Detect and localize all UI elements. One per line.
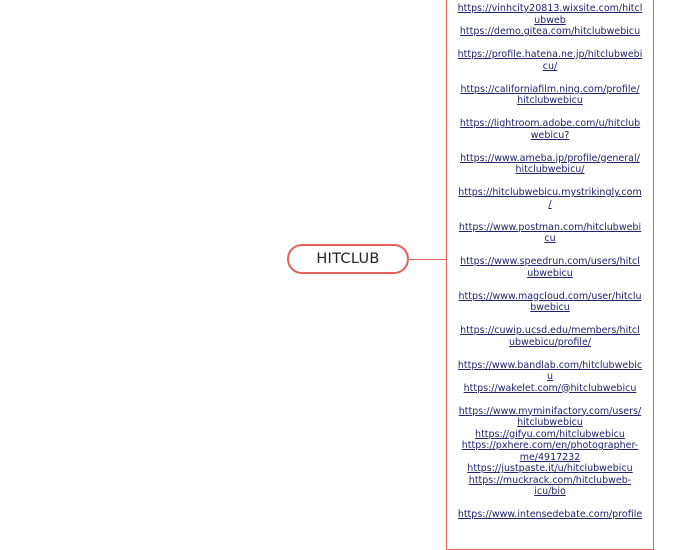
link-item[interactable]	[447, 325, 653, 348]
link-text-line2: ubweb	[534, 14, 566, 26]
links-branch-box	[446, 0, 654, 550]
link-text-line2: icu/bio	[534, 486, 566, 497]
link-item[interactable]	[447, 291, 653, 314]
link-text-line2: ubwebicu	[527, 267, 573, 279]
link-item[interactable]	[447, 222, 653, 245]
link-text-line2: u	[546, 371, 554, 382]
link-text-line1: https://gifyu.com/hitclubwebicu	[475, 428, 625, 440]
link-item[interactable]	[447, 153, 653, 176]
link-text-line1: https://muckrack.com/hitclubweb-	[468, 474, 632, 486]
link-item[interactable]	[447, 440, 653, 463]
link-item[interactable]	[447, 3, 653, 26]
link-text-line2: hitclubwebicu	[517, 417, 583, 428]
link-text-line1: https://justpaste.it/u/hitclubwebicu	[467, 463, 633, 474]
link-text-line2: hitclubwebicu/	[515, 164, 585, 175]
link-text-line2: /	[548, 198, 552, 210]
link-item[interactable]	[447, 463, 653, 475]
link-text-line2: me/4917232	[519, 451, 581, 463]
link-text-line1: https://www.myminifactory.com/users/	[458, 405, 642, 417]
link-text-line1: https://californiafilm.ning.com/profile/	[460, 83, 640, 95]
link-text-line2: bwebicu	[530, 302, 570, 313]
link-text-line2: cu/	[542, 60, 558, 72]
link-item[interactable]	[447, 475, 653, 498]
link-text-line2: webicu?	[530, 129, 570, 141]
link-text-line1: https://www.ameba.jp/profile/general/	[460, 152, 640, 164]
link-text-line1: https://lightroom.adobe.com/u/hitclub	[459, 118, 641, 129]
link-text-line2: cu	[544, 233, 556, 244]
link-item[interactable]	[447, 26, 653, 38]
link-text-line1: https://www.intensedebate.com/profile	[457, 509, 643, 520]
link-item[interactable]	[447, 84, 653, 107]
link-item[interactable]	[447, 187, 653, 210]
link-text-line1: https://www.bandlab.com/hitclubwebic	[457, 359, 643, 371]
link-text-line1: https://demo.gitea.com/hitclubwebicu	[459, 26, 641, 37]
link-item[interactable]	[447, 360, 653, 383]
link-text-line1: https://profile.hatena.ne.jp/hitclubwebi	[457, 49, 643, 60]
link-text-line2: ubwebicu/profile/	[509, 336, 591, 348]
link-item[interactable]	[447, 256, 653, 279]
central-topic-label: HITCLUB	[316, 251, 380, 267]
link-item[interactable]	[447, 509, 653, 521]
link-text-line1: https://cuwip.ucsd.edu/members/hitcl	[460, 325, 640, 336]
link-item[interactable]	[447, 118, 653, 141]
branch-connector	[409, 259, 447, 260]
link-text-line1: https://www.postman.com/hitclubwebi	[458, 221, 642, 233]
link-text-line1: https://vinhcity20813.wixsite.com/hitcl	[457, 3, 643, 14]
link-text-line1: https://www.speedrun.com/users/hitcl	[460, 256, 640, 267]
link-text-line1: https://hitclubwebicu.mystrikingly.com	[458, 187, 642, 198]
link-text-line1: https://www.magcloud.com/user/hitclu	[458, 290, 642, 302]
link-text-line1: https://wakelet.com/@hitclubwebicu	[463, 382, 637, 394]
link-item[interactable]	[447, 429, 653, 441]
link-item[interactable]	[447, 383, 653, 395]
link-text-line1: https://pxhere.com/en/photographer-	[461, 440, 639, 451]
link-text-line2: hitclubwebicu	[517, 95, 583, 106]
central-topic[interactable]	[287, 244, 409, 274]
link-item[interactable]	[447, 49, 653, 72]
link-item[interactable]	[447, 406, 653, 429]
